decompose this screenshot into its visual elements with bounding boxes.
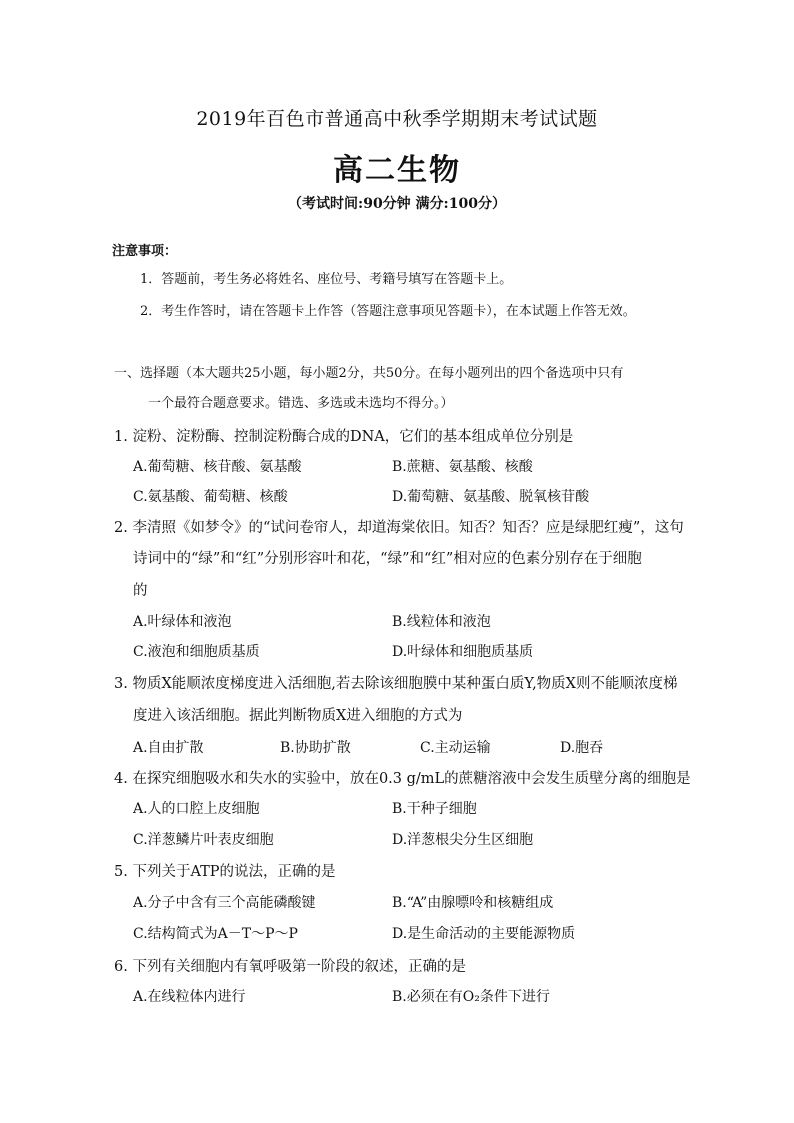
option-a: A.葡萄糖、核苷酸、氨基酸 bbox=[133, 459, 302, 475]
question-text: 度进入该活细胞。据此判断物质X进入细胞的方式为 bbox=[133, 708, 463, 724]
exam-info: （考试时间:90分钟 满分:100分） bbox=[288, 196, 506, 212]
option-b: B.必须在有O₂条件下进行 bbox=[392, 989, 550, 1005]
option-b: B.线粒体和液泡 bbox=[392, 614, 491, 630]
option-a: A.人的口腔上皮细胞 bbox=[133, 801, 260, 817]
subject-title: 高二生物 bbox=[333, 153, 461, 188]
option-c: C.液泡和细胞质基质 bbox=[133, 644, 260, 660]
notice-item: 2．考生作答时，请在答题卡上作答（答题注意事项见答题卡），在本试题上作答无效。 bbox=[140, 304, 636, 319]
option-d: D.胞吞 bbox=[560, 740, 604, 756]
section-heading-line2: 一个最符合题意要求。错选、多选或未选均不得分。） bbox=[148, 396, 454, 411]
option-a: A.叶绿体和液泡 bbox=[133, 614, 232, 630]
question-text: 的 bbox=[133, 583, 148, 599]
option-b: B.蔗糖、氨基酸、核酸 bbox=[392, 459, 533, 475]
option-c: C.洋葱鳞片叶表皮细胞 bbox=[133, 832, 274, 848]
option-d: D.葡萄糖、氨基酸、脱氧核苷酸 bbox=[392, 489, 590, 505]
option-b: B.“A”由腺嘌呤和核糖组成 bbox=[392, 895, 554, 911]
option-b: B.协助扩散 bbox=[280, 740, 351, 756]
notice-heading: 注意事项： bbox=[112, 244, 178, 259]
question-text: 2. 李清照《如梦令》的“试问卷帘人，却道海棠依旧。知否？知否？应是绿肥红瘦”，这句 bbox=[114, 520, 684, 536]
question-text: 1. 淀粉、淀粉酶、控制淀粉酶合成的DNA，它们的基本组成单位分别是 bbox=[114, 429, 574, 445]
question-text: 5. 下列关于ATP的说法，正确的是 bbox=[114, 864, 336, 880]
option-c: C.结构简式为A－T～P～P bbox=[133, 926, 298, 942]
option-c: C.氨基酸、葡萄糖、核酸 bbox=[133, 489, 288, 505]
option-c: C.主动运输 bbox=[420, 740, 491, 756]
option-a: A.自由扩散 bbox=[133, 740, 204, 756]
option-a: A.在线粒体内进行 bbox=[133, 989, 246, 1005]
exam-title: 2019年百色市普通高中秋季学期期末考试试题 bbox=[196, 108, 598, 130]
option-a: A.分子中含有三个高能磷酸键 bbox=[133, 895, 316, 911]
notice-item: 1．答题前，考生务必将姓名、座位号、考籍号填写在答题卡上。 bbox=[140, 272, 513, 287]
question-text: 3. 物质X能顺浓度梯度进入活细胞,若去除该细胞膜中某种蛋白质Y,物质X则不能顺浓度梯 bbox=[114, 676, 678, 692]
section-heading-line1: 一、选择题（本大题共25小题，每小题2分，共50分。在每小题列出的四个备选项中只有 bbox=[114, 366, 624, 381]
question-text: 6. 下列有关细胞内有氧呼吸第一阶段的叙述，正确的是 bbox=[114, 959, 466, 975]
question-text: 诗词中的“绿”和“红”分别形容叶和花，“绿”和“红”相对应的色素分别存在于细胞 bbox=[133, 551, 642, 567]
option-d: D.叶绿体和细胞质基质 bbox=[392, 644, 534, 660]
option-d: D.是生命活动的主要能源物质 bbox=[392, 926, 576, 942]
question-text: 4. 在探究细胞吸水和失水的实验中，放在0.3 g/mL的蔗糖溶液中会发生质壁分离的细胞是 bbox=[114, 771, 691, 787]
option-b: B.干种子细胞 bbox=[392, 801, 477, 817]
option-d: D.洋葱根尖分生区细胞 bbox=[392, 832, 534, 848]
